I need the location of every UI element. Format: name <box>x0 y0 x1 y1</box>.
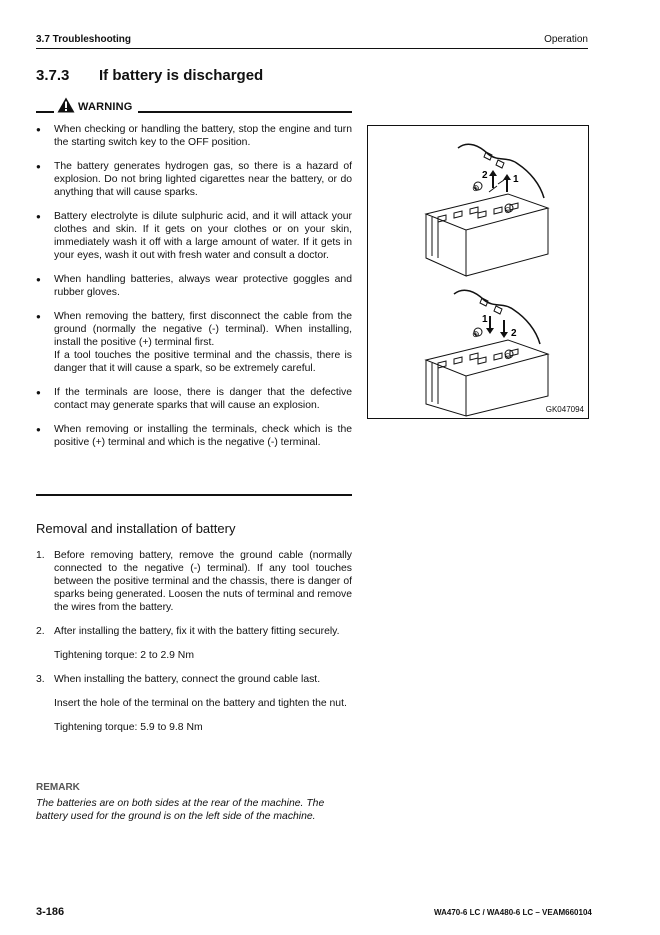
step-item <box>36 673 352 734</box>
section-number: 3.7.3 <box>36 67 70 84</box>
list-item: ● Battery electrolyte is dilute sulphuric acid, and it will attack your clothes and skin. If it gets on your clothes or on your skin, immediately wash it off with a large amount of water. If it gets in your eyes, wash it out with fresh water and consult a doctor. <box>36 210 352 262</box>
figure-top-plus: ⊕ <box>472 183 480 193</box>
step-torque: Tightening torque: 5.9 to 9.8 Nm <box>54 722 203 733</box>
warning-triangle-icon <box>57 97 75 113</box>
warning-label: WARNING <box>78 101 133 113</box>
figure-top-minus: ⊖ <box>504 205 512 215</box>
battery-bottom-illustration <box>426 290 548 416</box>
list-item-text: When removing the battery, first disconnect the cable from the ground (normally the negative (-) terminal). When installing, install the positive (+) terminal first. <box>54 311 352 348</box>
document-id: WA470-6 LC / WA480-6 LC – VEAM660104 <box>434 908 592 917</box>
section-title-text: If battery is discharged <box>99 67 264 84</box>
step-number: 1. <box>36 550 45 561</box>
step-item <box>36 549 352 614</box>
figure-top-label-1: 2 <box>482 170 488 181</box>
list-item: ● When checking or handling the battery, stop the engine and turn the starting switch key to the OFF position. <box>36 123 352 149</box>
figure-id: GK047094 <box>545 405 584 414</box>
battery-top-illustration <box>426 144 548 276</box>
header-section: 3.7 Troubleshooting <box>36 34 132 45</box>
header-rule <box>36 48 588 49</box>
list-item: ● When handling batteries, always wear protective goggles and rubber gloves. <box>36 273 352 299</box>
step-number: 2. <box>36 626 45 637</box>
battery-figure <box>367 125 589 419</box>
step-text: Before removing battery, remove the ground cable (normally connected to the negative (-) terminal). If any tool touches between the positive terminal and the chassis, there is danger of sparks being generated. Loosen the nuts of terminal and remove the wires from the battery. <box>54 550 352 613</box>
remark-heading: REMARK <box>36 782 80 793</box>
battery-illustration <box>368 126 588 418</box>
list-item: ● When removing or installing the terminals, check which is the positive (+) terminal and which is the negative (-) terminal. <box>36 423 352 449</box>
list-item <box>36 310 352 375</box>
figure-bottom-label-1: 1 <box>482 314 488 325</box>
battery-bottom-arrows <box>486 316 508 338</box>
battery-top-arrows <box>489 170 511 192</box>
step-text: After installing the battery, fix it with the battery fitting securely. <box>54 626 340 637</box>
section-title <box>36 67 263 84</box>
step-number: 3. <box>36 674 45 685</box>
warning-list <box>36 123 352 460</box>
list-item: ● If the terminals are loose, there is danger that the defective contact may generate sparks that will cause an explosion. <box>36 386 352 412</box>
figure-bottom-plus: ⊕ <box>472 329 480 339</box>
list-item-extra: If a tool touches the positive terminal and the chassis, there is danger that it will cause a spark, so be extremely careful. <box>54 350 352 374</box>
warning-end-rule <box>36 494 352 496</box>
list-item: ● The battery generates hydrogen gas, so there is a hazard of explosion. Do not bring lighted cigarettes near the battery, or do anything that will cause sparks. <box>36 160 352 199</box>
step-text-2: Insert the hole of the terminal on the battery and tighten the nut. <box>54 698 347 709</box>
figure-bottom-minus: ⊖ <box>504 351 512 361</box>
figure-top-label-2: 1 <box>513 174 519 185</box>
step-torque: Tightening torque: 2 to 2.9 Nm <box>54 650 194 661</box>
step-item <box>36 625 352 662</box>
page-number: 3-186 <box>36 906 65 918</box>
remark-text: The batteries are on both sides at the rear of the machine. The battery used for the ground is on the left side of the machine. <box>36 798 325 822</box>
steps-list <box>36 549 352 745</box>
header-chapter: Operation <box>544 34 588 45</box>
subsection-title: Removal and installation of battery <box>36 521 236 536</box>
step-text: When installing the battery, connect the ground cable last. <box>54 674 321 685</box>
figure-bottom-label-2: 2 <box>511 328 517 339</box>
warning-header <box>36 97 352 113</box>
